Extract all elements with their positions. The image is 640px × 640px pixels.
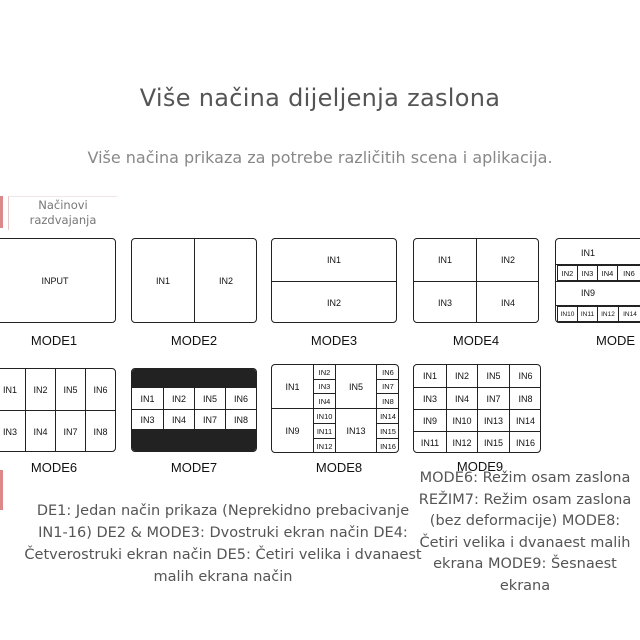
mode7-cell: IN2: [171, 393, 186, 404]
mode7-cell: IN3: [140, 415, 155, 425]
mode9-cell: IN3: [422, 393, 437, 404]
mode8-cell: IN9: [285, 426, 300, 436]
mode6-cell: IN5: [63, 384, 78, 395]
mode2-cell: IN1: [155, 276, 170, 286]
mode8-label: MODE8: [315, 460, 363, 475]
mode8-diagram: [271, 364, 399, 453]
mode4-diagram: [413, 238, 539, 323]
mode9-cell: IN13: [483, 415, 503, 426]
mode9-cell: IN4: [454, 393, 469, 404]
mode4-cell: IN1: [437, 255, 452, 265]
mode8-cell: IN7: [382, 382, 394, 391]
mode5-cell: IN11: [577, 306, 598, 322]
description-right: MODE6: Režim osam zaslona REŽIM7: Režim osam zaslona (bez deformacije) MODE8: Četiri velika i dvanaest malih ekrana MODE9: Šesnaest ekrana: [418, 470, 632, 594]
mode5-cell: IN9: [580, 288, 595, 298]
mode2-diagram: [131, 238, 257, 323]
mode5-label: MODE: [596, 333, 635, 348]
letterbox-bar: [132, 429, 256, 451]
mode8-cell: IN4: [318, 396, 331, 406]
page-title: Više načina dijeljenja zaslona: [139, 84, 501, 112]
mode8-cell: IN3: [318, 382, 331, 391]
mode8-cell: IN8: [382, 396, 394, 406]
mode8-cell: IN5: [348, 381, 363, 392]
mode5-cell: IN6: [617, 265, 640, 281]
mode9-cell: IN7: [486, 393, 501, 404]
mode8-cell: IN10: [316, 411, 333, 421]
mode6-cell: IN7: [63, 426, 78, 437]
mode8-cell: IN14: [380, 411, 396, 421]
mode9-diagram: [413, 364, 541, 453]
mode5-cell: IN1: [580, 248, 595, 258]
mode9-cell: IN16: [515, 437, 535, 448]
mode5-diagram: [555, 238, 640, 323]
mode6-cell: IN8: [93, 426, 108, 437]
mode9-cell: IN2: [454, 371, 469, 381]
mode7-cell: IN6: [233, 393, 248, 404]
mode3-cell: IN1: [326, 255, 341, 265]
mode9-cell: IN11: [420, 437, 440, 448]
mode8-cell: IN2: [318, 367, 331, 377]
mode9-cell: IN14: [515, 415, 535, 426]
mode8-cell: IN6: [382, 367, 394, 377]
mode7-label: MODE7: [170, 460, 218, 475]
mode2-cell: IN2: [218, 276, 233, 286]
page-subtitle: Više načina prikaza za potrebe različitih scena i aplikacija.: [87, 148, 553, 167]
mode8-cell: IN11: [316, 426, 333, 436]
mode9-cell: IN5: [486, 371, 501, 381]
accent-mark: [0, 196, 3, 228]
mode1-label: MODE1: [30, 333, 78, 348]
mode2-label: MODE2: [170, 333, 218, 348]
mode4-cell: IN4: [500, 297, 515, 308]
mode9-cell: IN9: [422, 415, 437, 426]
mode6-cell: IN2: [33, 384, 48, 395]
mode8-cell: IN12: [316, 441, 333, 451]
mode6-cell: IN6: [93, 384, 108, 395]
mode4-cell: IN2: [500, 255, 515, 265]
mode6-label: MODE6: [30, 460, 78, 475]
mode9-cell: IN15: [483, 437, 503, 448]
mode3-cell: IN2: [326, 297, 341, 308]
mode9-label: MODE9: [456, 459, 504, 474]
mode3-diagram: [271, 238, 397, 323]
mode8-cell: IN15: [380, 426, 396, 436]
mode7-cell: IN7: [202, 415, 217, 425]
mode8-cell: IN16: [380, 441, 396, 451]
mode6-cell: IN3: [2, 426, 17, 437]
mode5-cell: IN10: [557, 306, 578, 322]
mode9-cell: IN6: [518, 371, 533, 381]
mode1-cell: INPUT: [41, 275, 69, 286]
mode7-cell: IN4: [171, 415, 186, 425]
mode7-cell: IN5: [202, 393, 217, 404]
mode5-cell: IN3: [577, 265, 598, 281]
modes-label-line2: razdvajanja: [29, 213, 97, 227]
mode5-cell: IN2: [557, 265, 578, 281]
mode6-cell: IN4: [33, 426, 48, 437]
mode5-cell: IN14: [618, 306, 640, 322]
mode4-cell: IN3: [437, 297, 452, 308]
mode8-cell: IN13: [346, 426, 366, 436]
mode7-cell: IN1: [140, 393, 155, 404]
mode9-cell: IN10: [452, 415, 472, 426]
mode4-label: MODE4: [452, 333, 500, 348]
letterbox-bar: [132, 369, 256, 388]
mode1-diagram: [0, 238, 116, 323]
mode7-diagram: [131, 368, 257, 452]
mode7-cell: IN8: [233, 415, 248, 425]
mode3-label: MODE3: [310, 333, 358, 348]
mode5-cell: IN4: [597, 265, 618, 281]
mode6-cell: IN1: [2, 384, 17, 395]
mode9-cell: IN8: [518, 393, 533, 404]
mode6-diagram: [0, 368, 116, 452]
modes-section-label: [8, 196, 117, 230]
mode9-cell: IN12: [452, 437, 472, 448]
mode9-cell: IN1: [422, 371, 437, 381]
description-left: DE1: Jedan način prikaza (Neprekidno prebacivanje IN1-16) DE2 & MODE3: Dvostruki ekran način DE4: Četverostruki ekran način DE5: Četiri velika i dvanaest malih ekrana način: [24, 503, 422, 585]
modes-label-line1: Načinovi: [38, 198, 88, 212]
mode8-cell: IN1: [285, 381, 300, 392]
mode5-cell: IN12: [597, 306, 619, 322]
accent-mark: [0, 470, 3, 510]
